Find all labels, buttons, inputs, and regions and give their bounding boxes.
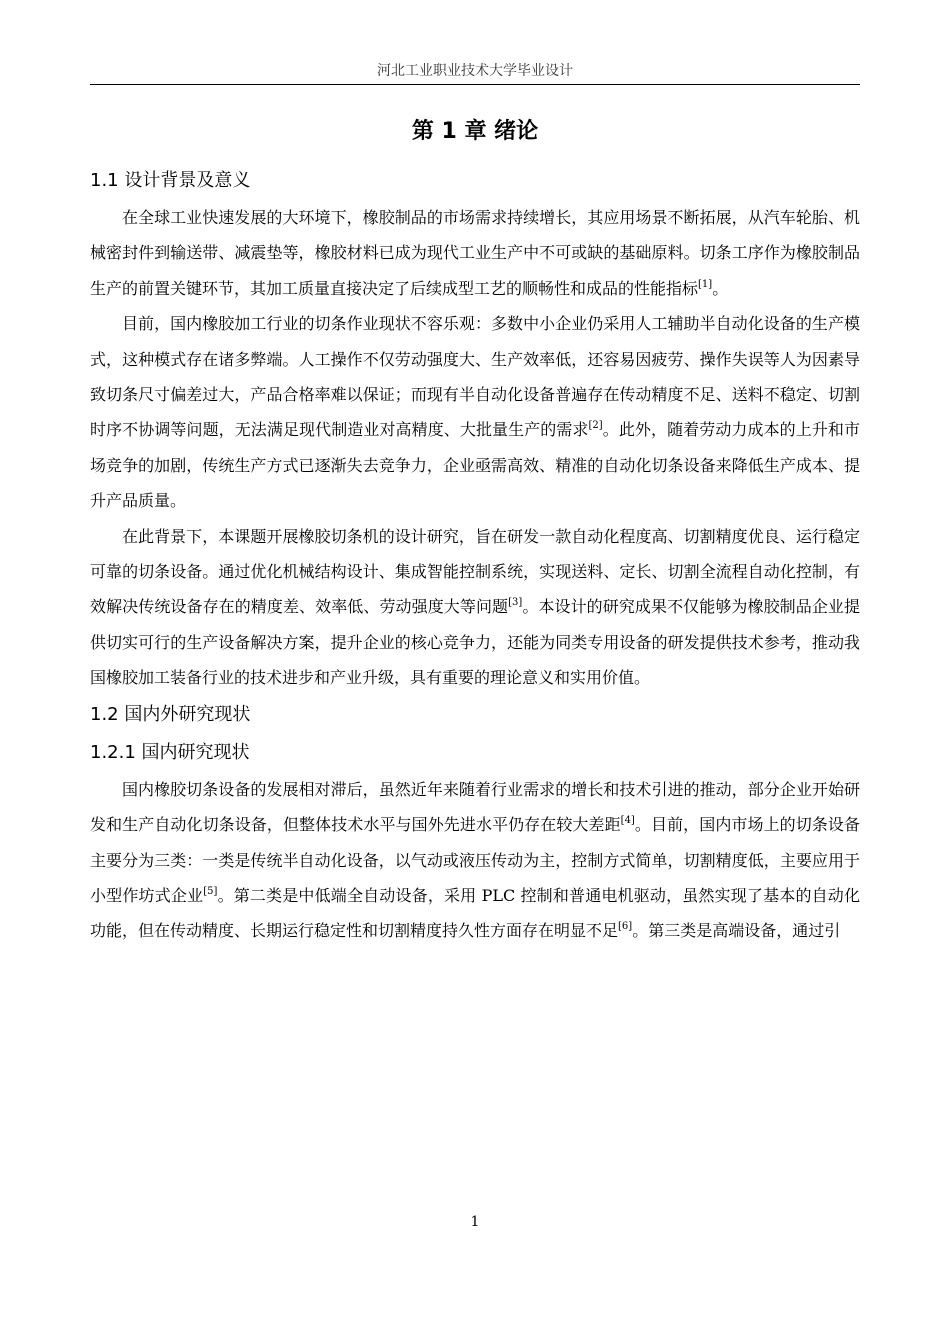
paragraph-text: 目前，国内橡胶加工行业的切条作业现状不容乐观：多数中小企业仍采用人工辅助半自动化设备的生产模式，这种模式存在诸多弊端。人工操作不仅劳动强度大、生产效率低，还容易因疲劳、操作失误等人为因素导致切条尺寸偏差过大，产品合格率难以保证；而现有半自动化设备普遍存在传动精度不足、送料不稳定、切割时序不协调等问题，无法满足现代制造业对高精度、大批量生产的需求 [90, 314, 860, 440]
paragraph [90, 306, 860, 518]
citation: [2] [588, 420, 603, 432]
subsection-heading-1-2-1: 1.2.1 国内研究现状 [90, 741, 250, 763]
paragraph [90, 519, 860, 696]
paragraph-text: 。第二类是中低端全自动设备，采用 PLC 控制和普通电机驱动，虽然实现了基本的自动化功能，但在传动精度、长期运行稳定性和切割精度持久性方面存在明显不足 [90, 885, 860, 941]
paragraph-text: 在全球工业快速发展的大环境下，橡胶制品的市场需求持续增长，其应用场景不断拓展，从汽车轮胎、机械密封件到输送带、减震垫等，橡胶材料已成为现代工业生产中不可或缺的基础原料。切条工序作为橡胶制品生产的前置关键环节，其加工质量直接决定了后续成型工艺的顺畅性和成品的性能指标 [90, 208, 860, 298]
paragraph-text: 。第三类是高端设备，通过引 [632, 921, 841, 941]
header-rule [90, 84, 860, 85]
section-heading-1-2: 1.2 国内外研究现状 [90, 703, 251, 725]
paragraph-text: 。目前，国内市场上的切条设备主要分为三类：一类是传统半自动化设备，以气动或液压传动为主，控制方式简单，切割精度低，主要应用于小型作坊式企业 [90, 815, 860, 905]
running-header: 河北工业职业技术大学毕业设计 [377, 63, 573, 79]
section-heading-1-1: 1.1 设计背景及意义 [90, 170, 251, 191]
paragraph-text: 国内橡胶切条设备的发展相对滞后，虽然近年来随着行业需求的增长和技术引进的推动，部分企业开始研发和生产自动化切条设备，但整体技术水平与国外先进水平仍存在较大差距 [90, 779, 860, 835]
paragraph-text: 。 [712, 278, 729, 298]
page-body [90, 112, 860, 949]
paragraph-text: 。本设计的研究成果不仅能够为橡胶制品企业提供切实可行的生产设备解决方案，提升企业的核心竞争力，还能为同类专用设备的研发提供技术参考，推动我国橡胶加工装备行业的技术进步和产业升级，具有重要的理论意义和实用价值。 [90, 597, 860, 688]
citation: [3] [508, 597, 523, 609]
chapter-title: 第 1 章 绪论 [411, 119, 539, 144]
paragraph-text: 在此背景下，本课题开展橡胶切条机的设计研究，旨在研发一款自动化程度高、切割精度优良、运行稳定可靠的切条设备。通过优化机械结构设计、集成智能控制系统，实现送料、定长、切割全流程自动化控制，有效解决传统设备存在的精度差、效率低、劳动强度大等问题 [90, 526, 860, 617]
citation: [6] [618, 921, 633, 933]
citation: [1] [698, 278, 713, 290]
page-number: 1 [470, 1214, 480, 1230]
citation: [5] [203, 885, 218, 897]
paragraph [90, 200, 860, 306]
paragraph-text: 。此外，随着劳动力成本的上升和市场竞争的加剧，传统生产方式已逐渐失去竞争力，企业亟需高效、精准的自动化切条设备来降低生产成本、提升产品质量。 [90, 420, 860, 511]
paragraph [90, 772, 860, 949]
citation: [4] [620, 815, 635, 827]
